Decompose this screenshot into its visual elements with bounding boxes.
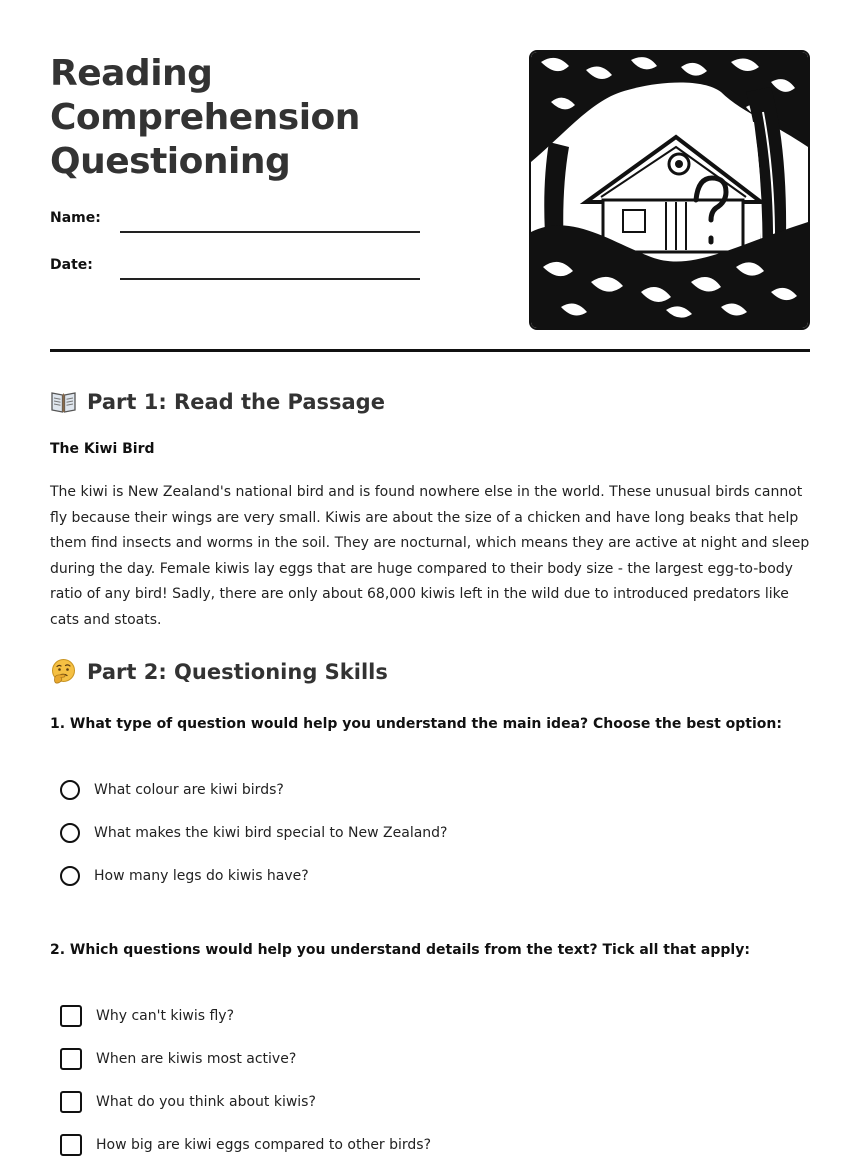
option-label: How many legs do kiwis have? [94,868,309,884]
radio-button[interactable] [60,866,80,886]
option-label: What colour are kiwi birds? [94,782,284,798]
option-label: Why can't kiwis fly? [96,1008,235,1024]
section-divider [50,349,810,352]
option-label: When are kiwis most active? [96,1051,297,1067]
q1-option[interactable] [60,823,448,843]
checkbox[interactable] [60,1091,82,1113]
title-line: Reading [50,53,213,94]
open-book-icon [50,388,77,415]
q2-option[interactable] [60,1134,431,1156]
date-field[interactable] [120,278,420,280]
part1-heading [50,388,385,415]
q1-option[interactable] [60,780,284,800]
passage-title: The Kiwi Bird [50,441,155,457]
question-2: 2. Which questions would help you understand details from the text? Tick all that apply: [50,942,750,958]
title-line: Questioning [50,141,291,182]
option-label: How big are kiwi eggs compared to other birds? [96,1137,432,1153]
name-field[interactable] [120,231,420,233]
checkbox[interactable] [60,1134,82,1156]
part2-heading [50,658,388,685]
option-label: What do you think about kiwis? [96,1094,316,1110]
question-1: 1. What type of question would help you understand the main idea? Choose the best option: [50,716,782,732]
forest-house-question-mark-icon [529,50,810,330]
part2-heading-text: Part 2: Questioning Skills [87,659,388,684]
option-label: What makes the kiwi bird special to New Zealand? [94,825,448,841]
part1-heading-text: Part 1: Read the Passage [87,389,385,414]
q1-option[interactable] [60,866,309,886]
title-line: Comprehension [50,97,360,138]
date-label: Date: [50,257,93,273]
q2-option[interactable] [60,1091,316,1113]
thinking-face-icon [50,658,77,685]
radio-button[interactable] [60,780,80,800]
checkbox[interactable] [60,1048,82,1070]
worksheet-title [50,52,490,184]
q2-option[interactable] [60,1048,296,1070]
q2-option[interactable] [60,1005,234,1027]
passage-text: The kiwi is New Zealand's national bird and is found nowhere else in the world. These unusual birds cannot fly because their wings are very small. Kiwis are about the size of a chicken and have long beaks that help them find insects and worms in the soil. They are nocturnal, which means they are active at night and sleep during the day. Female kiwis lay eggs that are huge compared to their body size - the largest egg-to-body ratio of any bird! Sadly, there are only about 68,000 kiwis left in the wild due to introduced predators like cats and stoats. [50,484,810,628]
radio-button[interactable] [60,823,80,843]
name-label: Name: [50,210,101,226]
checkbox[interactable] [60,1005,82,1027]
